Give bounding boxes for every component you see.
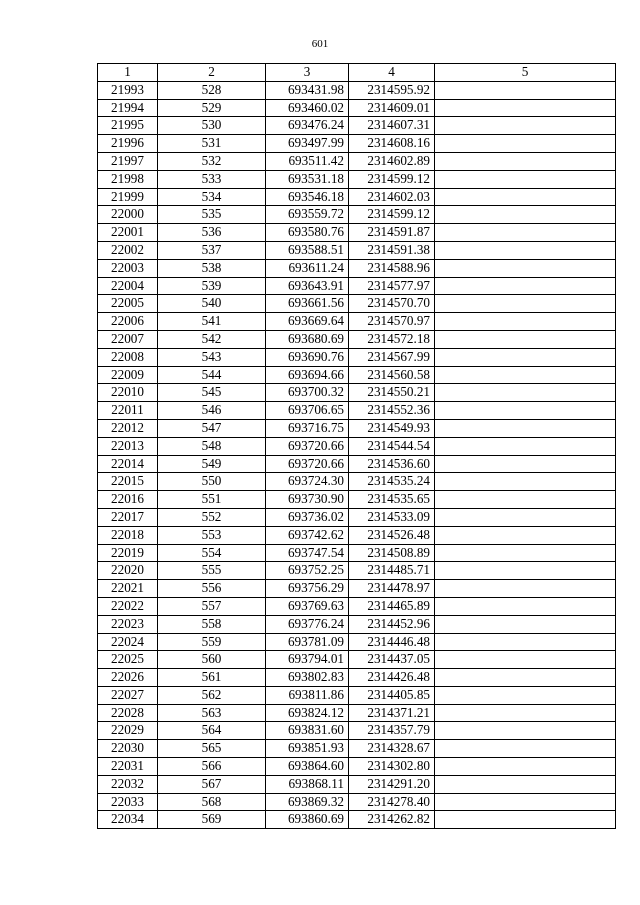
table-cell: 2314535.24: [349, 473, 435, 491]
table-cell: 567: [158, 775, 266, 793]
table-cell: 693736.02: [266, 508, 349, 526]
table-row: [98, 224, 616, 242]
table-cell: 2314535.65: [349, 491, 435, 509]
table-cell: 2314291.20: [349, 775, 435, 793]
coordinates-table: [97, 63, 616, 829]
table-cell: 693868.11: [266, 775, 349, 793]
table-cell: 22015: [98, 473, 158, 491]
table-cell: 564: [158, 722, 266, 740]
table-cell: 550: [158, 473, 266, 491]
table-cell: 561: [158, 669, 266, 687]
table-cell: 535: [158, 206, 266, 224]
table-cell: 22018: [98, 526, 158, 544]
table-cell: 2314478.97: [349, 580, 435, 598]
table-cell: 21993: [98, 81, 158, 99]
table-cell: 693724.30: [266, 473, 349, 491]
table-cell: [435, 686, 616, 704]
table-cell: 2314302.80: [349, 758, 435, 776]
table-row: [98, 775, 616, 793]
table-cell: 693747.54: [266, 544, 349, 562]
table-cell: [435, 651, 616, 669]
table-cell: [435, 135, 616, 153]
column-header: 4: [349, 64, 435, 82]
table-cell: [435, 508, 616, 526]
table-cell: 22014: [98, 455, 158, 473]
table-cell: [435, 330, 616, 348]
table-cell: 530: [158, 117, 266, 135]
table-cell: [435, 188, 616, 206]
column-header: 5: [435, 64, 616, 82]
table-cell: 2314560.58: [349, 366, 435, 384]
table-cell: 552: [158, 508, 266, 526]
table-cell: 693694.66: [266, 366, 349, 384]
table-cell: 560: [158, 651, 266, 669]
table-cell: 2314588.96: [349, 259, 435, 277]
table-row: [98, 348, 616, 366]
table-cell: 2314609.01: [349, 99, 435, 117]
table-cell: 2314426.48: [349, 669, 435, 687]
table-cell: 22016: [98, 491, 158, 509]
table-cell: 2314508.89: [349, 544, 435, 562]
table-cell: [435, 277, 616, 295]
table-row: [98, 330, 616, 348]
table-cell: 693860.69: [266, 811, 349, 829]
table-cell: [435, 722, 616, 740]
table-cell: 693802.83: [266, 669, 349, 687]
table-cell: 537: [158, 241, 266, 259]
table-cell: 2314357.79: [349, 722, 435, 740]
table-cell: 693752.25: [266, 562, 349, 580]
table-cell: 562: [158, 686, 266, 704]
column-header: 3: [266, 64, 349, 82]
table-cell: [435, 491, 616, 509]
table-cell: 2314572.18: [349, 330, 435, 348]
table-cell: 559: [158, 633, 266, 651]
table-cell: [435, 811, 616, 829]
table-row: [98, 241, 616, 259]
table-cell: 693643.91: [266, 277, 349, 295]
table-cell: 22019: [98, 544, 158, 562]
table-cell: 2314607.31: [349, 117, 435, 135]
table-cell: 544: [158, 366, 266, 384]
table-cell: 22025: [98, 651, 158, 669]
table-cell: 2314465.89: [349, 597, 435, 615]
table-row: [98, 295, 616, 313]
table-row: [98, 419, 616, 437]
table-row: [98, 704, 616, 722]
table-cell: [435, 241, 616, 259]
table-cell: 22021: [98, 580, 158, 598]
table-cell: 528: [158, 81, 266, 99]
table-cell: 22000: [98, 206, 158, 224]
table-row: [98, 740, 616, 758]
table-cell: 22020: [98, 562, 158, 580]
column-header: 1: [98, 64, 158, 82]
table-cell: 693611.24: [266, 259, 349, 277]
table-cell: 693690.76: [266, 348, 349, 366]
table-cell: [435, 366, 616, 384]
table-cell: 22028: [98, 704, 158, 722]
table-cell: 693588.51: [266, 241, 349, 259]
table-cell: 2314536.60: [349, 455, 435, 473]
table-cell: [435, 152, 616, 170]
table-cell: 22027: [98, 686, 158, 704]
table-cell: [435, 348, 616, 366]
table-row: [98, 526, 616, 544]
table-cell: 22009: [98, 366, 158, 384]
table-cell: 2314526.48: [349, 526, 435, 544]
table-cell: 2314262.82: [349, 811, 435, 829]
table-cell: 2314446.48: [349, 633, 435, 651]
table-cell: [435, 224, 616, 242]
table-cell: 693497.99: [266, 135, 349, 153]
table-cell: [435, 402, 616, 420]
table-row: [98, 615, 616, 633]
table-row: [98, 473, 616, 491]
table-cell: 557: [158, 597, 266, 615]
table-cell: 693720.66: [266, 437, 349, 455]
table-row: [98, 402, 616, 420]
table-cell: 532: [158, 152, 266, 170]
table-cell: 545: [158, 384, 266, 402]
table-cell: 2314452.96: [349, 615, 435, 633]
table-cell: [435, 544, 616, 562]
table-cell: [435, 170, 616, 188]
table-cell: 693559.72: [266, 206, 349, 224]
table-cell: 22017: [98, 508, 158, 526]
table-cell: 536: [158, 224, 266, 242]
table-cell: 22004: [98, 277, 158, 295]
table-cell: 22005: [98, 295, 158, 313]
table-row: [98, 99, 616, 117]
table-cell: 2314437.05: [349, 651, 435, 669]
table-cell: [435, 117, 616, 135]
table-cell: 538: [158, 259, 266, 277]
table-cell: 2314550.21: [349, 384, 435, 402]
table-cell: 22008: [98, 348, 158, 366]
table-row: [98, 651, 616, 669]
table-cell: 693476.24: [266, 117, 349, 135]
table-row: [98, 152, 616, 170]
table-cell: 22012: [98, 419, 158, 437]
table-cell: [435, 597, 616, 615]
table-row: [98, 758, 616, 776]
table-row: [98, 793, 616, 811]
table-cell: 2314570.97: [349, 313, 435, 331]
table-row: [98, 313, 616, 331]
table-cell: 22029: [98, 722, 158, 740]
table-cell: 529: [158, 99, 266, 117]
table-cell: 569: [158, 811, 266, 829]
table-cell: 693680.69: [266, 330, 349, 348]
table-cell: 553: [158, 526, 266, 544]
table-cell: [435, 562, 616, 580]
table-cell: 22030: [98, 740, 158, 758]
table-cell: 533: [158, 170, 266, 188]
table-cell: 568: [158, 793, 266, 811]
table-cell: 693742.62: [266, 526, 349, 544]
table-row: [98, 633, 616, 651]
table-cell: 22006: [98, 313, 158, 331]
table-cell: 543: [158, 348, 266, 366]
table-cell: [435, 580, 616, 598]
table-cell: [435, 384, 616, 402]
table-cell: 693869.32: [266, 793, 349, 811]
table-cell: 534: [158, 188, 266, 206]
table-cell: [435, 455, 616, 473]
table-cell: 547: [158, 419, 266, 437]
table-cell: 2314405.85: [349, 686, 435, 704]
table-cell: 22034: [98, 811, 158, 829]
table-row: [98, 366, 616, 384]
table-row: [98, 544, 616, 562]
table-cell: 693460.02: [266, 99, 349, 117]
table-row: [98, 81, 616, 99]
table-cell: [435, 81, 616, 99]
table-cell: 21997: [98, 152, 158, 170]
table-cell: 693511.42: [266, 152, 349, 170]
table-cell: [435, 758, 616, 776]
table-row: [98, 170, 616, 188]
table-row: [98, 597, 616, 615]
table-cell: 693700.32: [266, 384, 349, 402]
table-cell: 2314567.99: [349, 348, 435, 366]
table-cell: 22024: [98, 633, 158, 651]
table-cell: 22013: [98, 437, 158, 455]
table-cell: 2314544.54: [349, 437, 435, 455]
table-cell: 2314570.70: [349, 295, 435, 313]
table-row: [98, 491, 616, 509]
table-cell: 541: [158, 313, 266, 331]
table-cell: 693781.09: [266, 633, 349, 651]
table-cell: 565: [158, 740, 266, 758]
table-cell: 2314595.92: [349, 81, 435, 99]
column-header: 2: [158, 64, 266, 82]
table-cell: 693730.90: [266, 491, 349, 509]
table-cell: 22023: [98, 615, 158, 633]
table-row: [98, 669, 616, 687]
table-row: [98, 188, 616, 206]
table-cell: [435, 633, 616, 651]
table-cell: 693794.01: [266, 651, 349, 669]
table-cell: 539: [158, 277, 266, 295]
table-cell: 549: [158, 455, 266, 473]
table-cell: [435, 793, 616, 811]
table-cell: 22022: [98, 597, 158, 615]
table-row: [98, 562, 616, 580]
table-cell: 555: [158, 562, 266, 580]
table-row: [98, 508, 616, 526]
table-row: [98, 437, 616, 455]
table-cell: 693811.86: [266, 686, 349, 704]
table-cell: 2314602.89: [349, 152, 435, 170]
table-cell: 2314591.38: [349, 241, 435, 259]
table-cell: 2314602.03: [349, 188, 435, 206]
table-cell: 558: [158, 615, 266, 633]
table-cell: [435, 775, 616, 793]
table-cell: 2314599.12: [349, 206, 435, 224]
table-header-row: [98, 64, 616, 82]
table-cell: 22033: [98, 793, 158, 811]
table-cell: 693831.60: [266, 722, 349, 740]
table-row: [98, 135, 616, 153]
table-cell: 566: [158, 758, 266, 776]
table-cell: 22032: [98, 775, 158, 793]
table-cell: 2314328.67: [349, 740, 435, 758]
table-cell: [435, 99, 616, 117]
table-cell: 22007: [98, 330, 158, 348]
table-cell: 2314552.36: [349, 402, 435, 420]
table-cell: [435, 419, 616, 437]
page-number: 601: [311, 38, 329, 50]
table-cell: 693661.56: [266, 295, 349, 313]
table-cell: 693720.66: [266, 455, 349, 473]
table-cell: [435, 526, 616, 544]
table-cell: 548: [158, 437, 266, 455]
table-cell: 22011: [98, 402, 158, 420]
table-cell: [435, 615, 616, 633]
table-cell: 2314549.93: [349, 419, 435, 437]
table-cell: 693824.12: [266, 704, 349, 722]
table-cell: [435, 437, 616, 455]
table-cell: 546: [158, 402, 266, 420]
table-cell: 542: [158, 330, 266, 348]
table-cell: 693776.24: [266, 615, 349, 633]
table-cell: 693864.60: [266, 758, 349, 776]
table-cell: 556: [158, 580, 266, 598]
table-cell: 693531.18: [266, 170, 349, 188]
table-cell: 693669.64: [266, 313, 349, 331]
table-row: [98, 722, 616, 740]
table-row: [98, 117, 616, 135]
table-cell: 22003: [98, 259, 158, 277]
table-cell: 531: [158, 135, 266, 153]
table-cell: [435, 295, 616, 313]
table-cell: [435, 206, 616, 224]
table-cell: 540: [158, 295, 266, 313]
table-cell: [435, 473, 616, 491]
table-row: [98, 811, 616, 829]
table-cell: 693756.29: [266, 580, 349, 598]
table-row: [98, 259, 616, 277]
table-cell: 693851.93: [266, 740, 349, 758]
table-cell: 21999: [98, 188, 158, 206]
table-cell: [435, 740, 616, 758]
table-row: [98, 455, 616, 473]
table-cell: 693716.75: [266, 419, 349, 437]
table-cell: 22010: [98, 384, 158, 402]
table-cell: 21998: [98, 170, 158, 188]
table-cell: 22001: [98, 224, 158, 242]
table-cell: 693546.18: [266, 188, 349, 206]
table-cell: 2314591.87: [349, 224, 435, 242]
table-cell: 2314278.40: [349, 793, 435, 811]
table-cell: 2314485.71: [349, 562, 435, 580]
table-cell: 693431.98: [266, 81, 349, 99]
table-row: [98, 384, 616, 402]
table-cell: 2314608.16: [349, 135, 435, 153]
table-cell: 2314577.97: [349, 277, 435, 295]
table-cell: 21995: [98, 117, 158, 135]
table-cell: 22002: [98, 241, 158, 259]
table-row: [98, 277, 616, 295]
table-cell: 693706.65: [266, 402, 349, 420]
table-cell: 21994: [98, 99, 158, 117]
table-cell: 693580.76: [266, 224, 349, 242]
table-cell: [435, 704, 616, 722]
table-cell: 563: [158, 704, 266, 722]
table-cell: [435, 669, 616, 687]
table-cell: 693769.63: [266, 597, 349, 615]
table-cell: 2314599.12: [349, 170, 435, 188]
table-row: [98, 580, 616, 598]
table-row: [98, 686, 616, 704]
table-cell: 2314533.09: [349, 508, 435, 526]
table-cell: 554: [158, 544, 266, 562]
table-row: [98, 206, 616, 224]
table-cell: 22026: [98, 669, 158, 687]
table-cell: 551: [158, 491, 266, 509]
table-cell: 22031: [98, 758, 158, 776]
table-cell: 21996: [98, 135, 158, 153]
table-cell: [435, 259, 616, 277]
table-cell: 2314371.21: [349, 704, 435, 722]
table-cell: [435, 313, 616, 331]
